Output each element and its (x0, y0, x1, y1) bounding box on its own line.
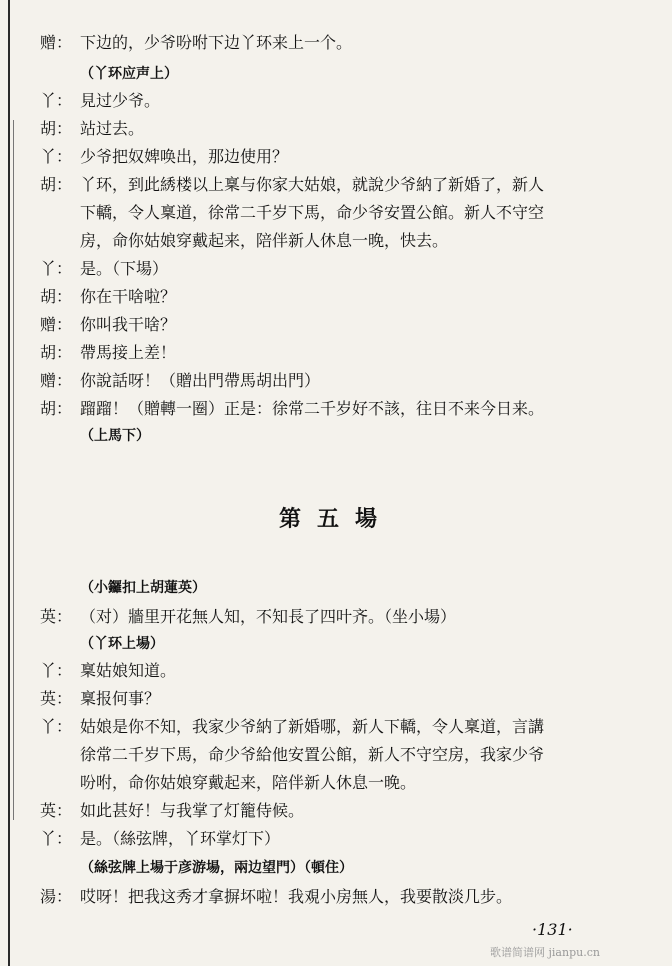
dialogue-text: 如此甚好！与我掌了灯籠侍候。 (80, 801, 305, 820)
speaker-label: 英： (40, 801, 73, 820)
speaker-label: 胡： (40, 287, 73, 306)
speaker-label: 胡： (40, 343, 73, 362)
stage-direction: （上馬下） (80, 428, 150, 444)
dialogue-text: 少爷把奴婢唤出，那边使用？ (80, 147, 289, 166)
stage-direction: （絲弦牌上場于彦游場，兩边望門）（頓住） (80, 860, 353, 876)
stage-direction: （丫环上場） (80, 636, 164, 652)
dialogue-continuation: 下轎，令人稟道，徐常二千岁下馬，命少爷安置公館。新人不守空 (80, 203, 545, 222)
dialogue-line (40, 314, 642, 336)
dialogue-text: 稟姑娘知道。 (80, 661, 177, 680)
dialogue-text: 蹓蹓！（贈轉一圈）正是：徐常二千岁好不該，往日不来今日来。 (80, 399, 545, 418)
dialogue-continuation: 吩咐，命你姑娘穿戴起来，陪伴新人休息一晚。 (80, 773, 417, 792)
dialogue-text: 下边的，少爷吩咐下边丫环来上一个。 (80, 33, 353, 52)
page-number: ·131· (532, 920, 573, 939)
dialogue-line (40, 606, 642, 628)
dialogue-text: 你叫我干啥？ (80, 315, 177, 334)
dialogue-line (40, 828, 642, 850)
scene-title: 第五場 (278, 506, 393, 532)
speaker-label: 丫： (40, 91, 73, 110)
speaker-label: 英： (40, 607, 73, 626)
page-fold-edge (8, 0, 10, 966)
dialogue-line (40, 90, 642, 112)
dialogue-text: 稟报何事？ (80, 689, 161, 708)
dialogue-text: （对）牆里开花無人知，不知長了四叶齐。（坐小場） (80, 607, 457, 626)
speaker-label: 丫： (40, 717, 73, 736)
dialogue-text: 帶馬接上差！ (80, 343, 177, 362)
dialogue-text: 站过去。 (80, 119, 145, 138)
watermark: 歌谱简谱网 jianpu.cn (490, 946, 600, 959)
dialogue-line (40, 286, 642, 308)
speaker-label: 丫： (40, 259, 73, 278)
dialogue-text: 是。（絲弦牌，丫环掌灯下） (80, 829, 281, 848)
dialogue-line (40, 800, 642, 822)
dialogue-text: 見过少爷。 (80, 91, 161, 110)
speaker-label: 丫： (40, 147, 73, 166)
dialogue-line (40, 398, 642, 420)
dialogue-line (40, 660, 642, 682)
dialogue-continuation: 房，命你姑娘穿戴起来，陪伴新人休息一晚，快去。 (80, 231, 449, 250)
speaker-label: 赠： (40, 315, 73, 334)
dialogue-text: 你在干啥啦？ (80, 287, 177, 306)
speaker-label: 英： (40, 689, 73, 708)
dialogue-text: 丫环，到此綉楼以上稟与你家大姑娘，就說少爷納了新婚了，新人 (80, 175, 545, 194)
dialogue-line (40, 118, 642, 140)
dialogue-text: 是。（下場） (80, 259, 169, 278)
dialogue-line (40, 716, 642, 738)
speaker-label: 胡： (40, 399, 73, 418)
speaker-label: 丫： (40, 661, 73, 680)
speaker-label: 胡： (40, 119, 73, 138)
dialogue-line (40, 886, 642, 908)
speaker-label: 湯： (40, 887, 73, 906)
dialogue-line (40, 342, 642, 364)
dialogue-text: 哎呀！把我这秀才拿摒坏啦！我覌小房無人，我要散淡几步。 (80, 887, 513, 906)
dialogue-line (40, 370, 642, 392)
dialogue-text: 你說話呀！（贈出門帶馬胡出門） (80, 371, 321, 390)
speaker-label: 赠： (40, 33, 73, 52)
speaker-label: 丫： (40, 829, 73, 848)
dialogue-line (40, 174, 642, 196)
speaker-label: 赠： (40, 371, 73, 390)
dialogue-line (40, 688, 642, 710)
page-fold-shadow (13, 120, 14, 820)
dialogue-text: 姑娘是你不知，我家少爷納了新婚哪，新人下轎，令人稟道，言講 (80, 717, 545, 736)
dialogue-line (40, 146, 642, 168)
stage-direction: （小鑼扣上胡蓮英） (80, 580, 206, 596)
dialogue-line (40, 32, 642, 54)
stage-direction: （丫环应声上） (80, 66, 178, 82)
speaker-label: 胡： (40, 175, 73, 194)
dialogue-line (40, 258, 642, 280)
dialogue-continuation: 徐常二千岁下馬，命少爷給他安置公館，新人不守空房，我家少爷 (80, 745, 545, 764)
